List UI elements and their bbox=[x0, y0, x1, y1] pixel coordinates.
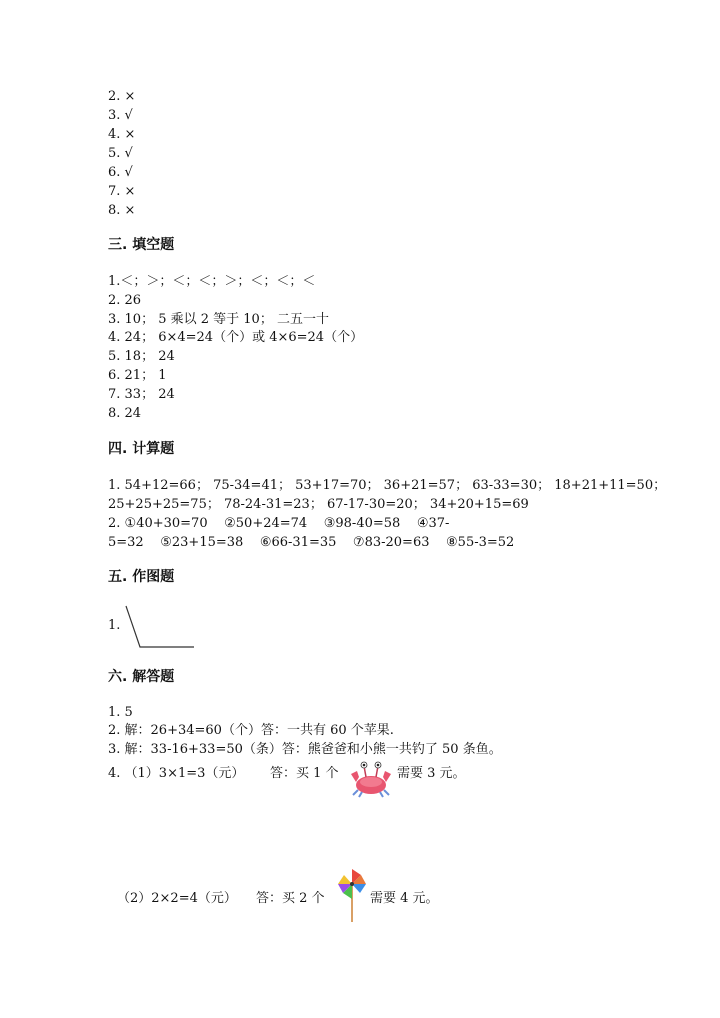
answer-line: 2. 26 bbox=[108, 293, 142, 308]
answer-line: 25+25+25=75； 78-24-31=23； 67-17-30=20； 34+20+15=69 bbox=[108, 497, 529, 512]
answer-line: 1.＜；＞；＜；＜；＞；＜；＜；＜ bbox=[108, 274, 316, 289]
drawing-item-label: 1. bbox=[108, 618, 121, 633]
section-heading-fill-in: 三. 填空题 bbox=[108, 237, 175, 253]
section-heading-word-problems: 六. 解答题 bbox=[108, 669, 175, 685]
answer-line: 1. 54+12=66； 75-34=41； 53+17=70； 36+21=57； 63-33=30； 18+21+11=50； bbox=[108, 478, 667, 493]
answer-line: 7. × bbox=[108, 184, 136, 199]
answer-line: 6. √ bbox=[108, 165, 133, 180]
answer-line: 3. 解：33-16+33=50（条）答：熊爸爸和小熊一共钓了 50 条鱼。 bbox=[108, 742, 502, 757]
answer-line: 5. 18； 24 bbox=[108, 349, 175, 364]
answer-line: 4. × bbox=[108, 127, 136, 142]
answer-line: 2. × bbox=[108, 89, 136, 104]
q4-part2-expression: （2）2×2=4（元） bbox=[117, 891, 237, 906]
q4-part1-answer-suffix: 需要 3 元。 bbox=[397, 766, 466, 781]
q4-part1-expression: 4. （1）3×1=3（元） bbox=[108, 766, 245, 781]
answer-line: 2. 解：26+34=60（个）答：一共有 60 个苹果. bbox=[108, 723, 394, 738]
angle-drawing bbox=[120, 602, 200, 654]
answer-line: 2. ①40+30=70 ②50+24=74 ③98-40=58 ④37- bbox=[108, 516, 450, 531]
pinwheel-icon bbox=[337, 866, 367, 924]
angle-lines bbox=[126, 606, 194, 647]
section-heading-calculation: 四. 计算题 bbox=[108, 441, 175, 457]
answer-line: 1. 5 bbox=[108, 705, 133, 720]
answer-line: 4. 24； 6×4=24（个）或 4×6=24（个） bbox=[108, 330, 364, 345]
q4-part1-answer-prefix: 答：买 1 个 bbox=[270, 766, 339, 781]
q4-part2-answer-suffix: 需要 4 元。 bbox=[370, 891, 439, 906]
answer-line: 5=32 ⑤23+15=38 ⑥66-31=35 ⑦83-20=63 ⑧55-3=52 bbox=[108, 535, 515, 550]
crab-icon bbox=[350, 760, 392, 798]
section-heading-drawing: 五. 作图题 bbox=[108, 569, 175, 585]
answer-line: 8. 24 bbox=[108, 406, 142, 421]
answer-line: 3. 10； 5 乘以 2 等于 10； 二五一十 bbox=[108, 312, 329, 327]
answer-line: 7. 33； 24 bbox=[108, 387, 175, 402]
answer-line: 3. √ bbox=[108, 108, 133, 123]
answer-line: 5. √ bbox=[108, 146, 133, 161]
answer-line: 6. 21； 1 bbox=[108, 368, 167, 383]
answer-line: 8. × bbox=[108, 203, 136, 218]
q4-part2-answer-prefix: 答：买 2 个 bbox=[256, 891, 325, 906]
